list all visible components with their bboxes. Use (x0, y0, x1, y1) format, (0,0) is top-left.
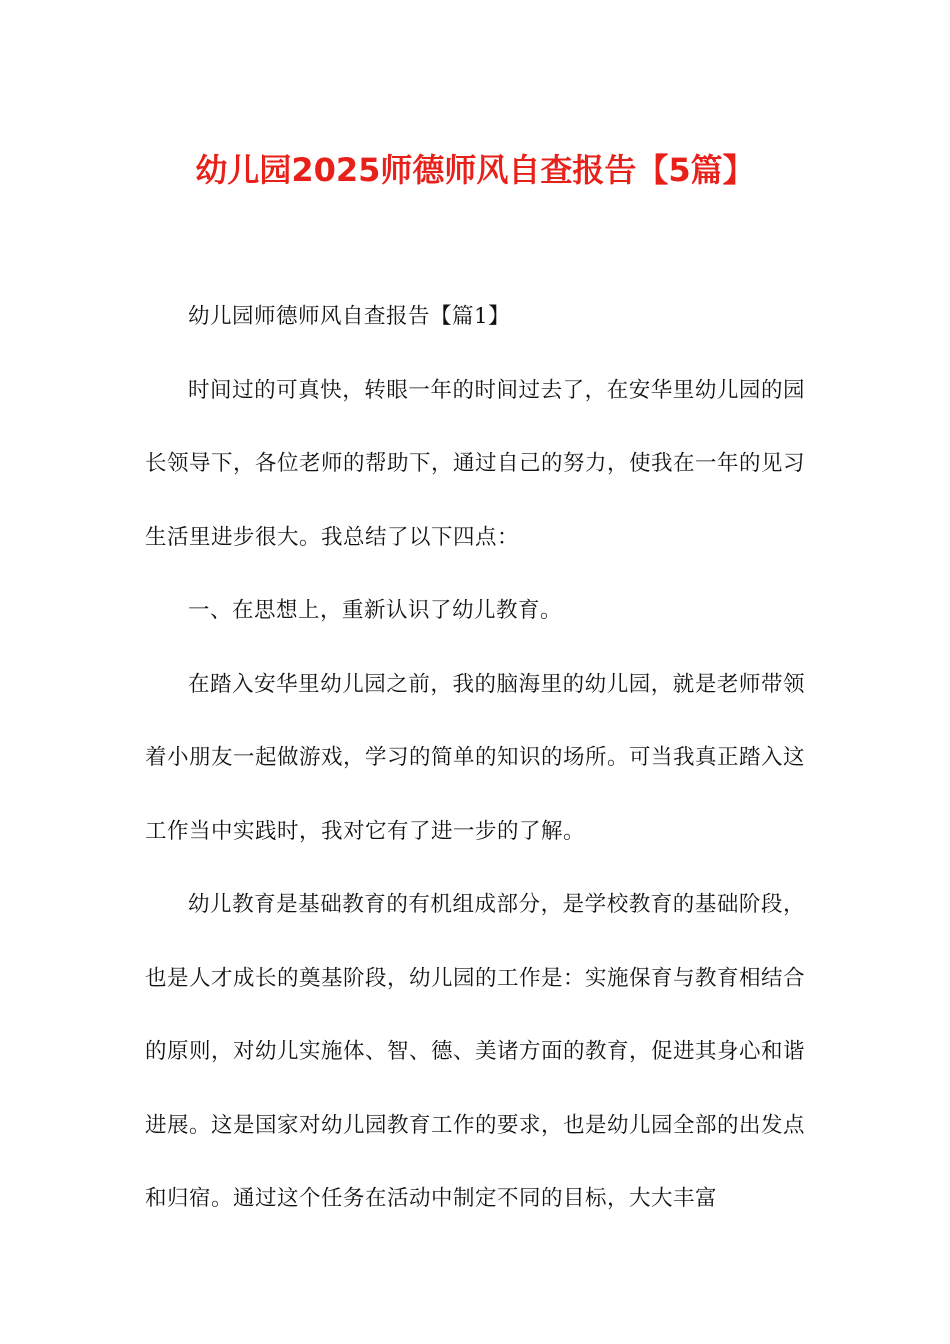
body-paragraph: 时间过的可真快，转眼一年的时间过去了，在安华里幼儿园的园长领导下，各位老师的帮助下，通过自己的努力，使我在一年的见习生活里进步很大。我总结了以下四点： (145, 377, 806, 550)
document-title: 幼儿园2025师德师风自查报告【5篇】 (195, 151, 755, 189)
body-paragraph: 在踏入安华里幼儿园之前，我的脑海里的幼儿园，就是老师带领着小朋友一起做游戏，学习的简单的知识的场所。可当我真正踏入这工作当中实践时，我对它有了进一步的了解。 (145, 671, 806, 844)
document-body (145, 280, 805, 1236)
section-heading: 幼儿园师德师风自查报告【篇1】 (188, 304, 511, 329)
body-paragraph: 一、在思想上，重新认识了幼儿教育。 (188, 598, 563, 623)
body-paragraph: 幼儿教育是基础教育的有机组成部分，是学校教育的基础阶段，也是人才成长的奠基阶段，幼儿园的工作是：实施保育与教育相结合的原则，对幼儿实施体、智、德、美诸方面的教育，促进其身心和谐进展。这是国家对幼儿园教育工作的要求，也是幼儿园全部的出发点和归宿。通过这个任务在活动中制定不同的目标，大大丰富 (145, 892, 806, 1211)
